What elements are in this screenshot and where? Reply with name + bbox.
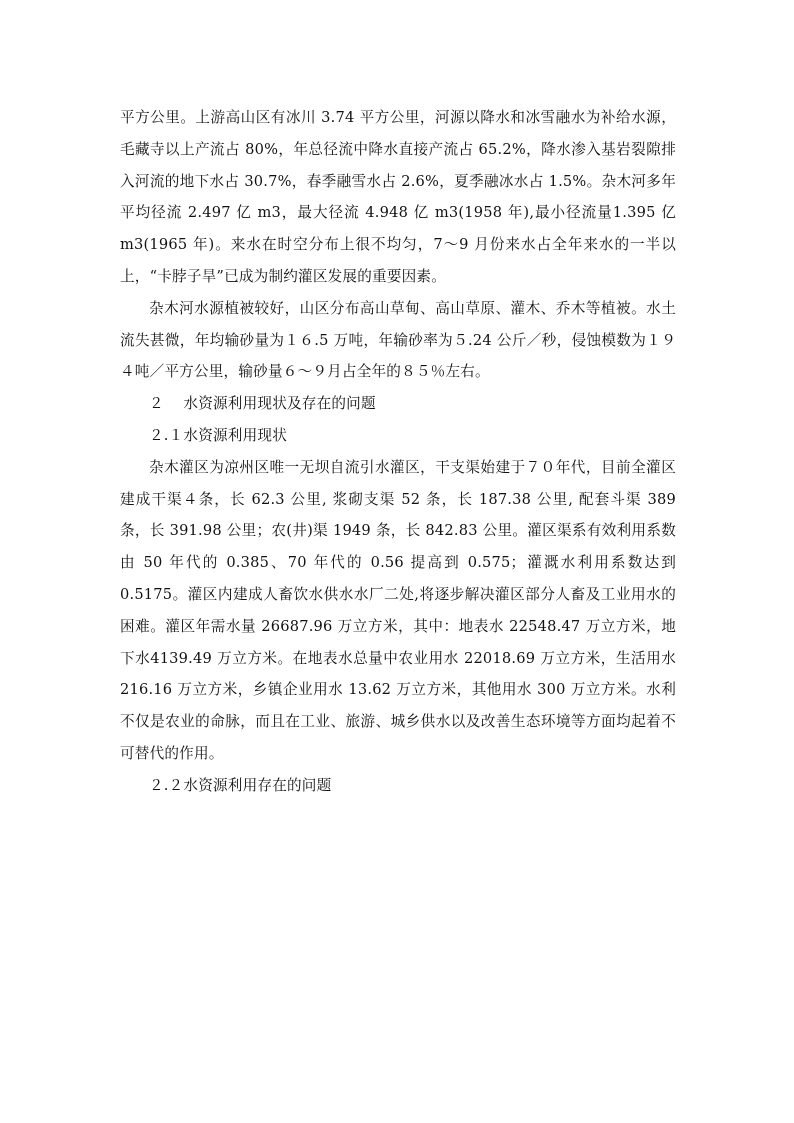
section-heading-2: ２ 水资源利用现状及存在的问题 <box>149 395 376 413</box>
paragraph-vegetation: 杂木河水源植被较好，山区分布高山草甸、高山草原、灌木、乔木等植被。水土流失甚微，年均输砂量为１６.5 万吨，年输砂率为５.24 公斤／秒，侵蚀模数为１９４吨／平方公里，输砂量６～９月占全年的８５％左右。 <box>120 299 676 381</box>
paragraph-irrigation-status: 杂木灌区为凉州区唯一无坝自流引水灌区，干支渠始建于７０年代，目前全灌区建成干渠４条，长 62.3 公里, 浆砌支渠 52 条，长 187.38 公里, 配套斗渠 389条，长 391.98 公里；农(井)渠 1949 条，长 842.83 公里。灌区渠系有效利用系数由 50 年代的 0.385、70 年代的 0.56 提高到 0.575；灌溉水利用系数达到 0.5175。灌区内建成人畜饮水供水水厂二处,将逐步解决灌区部分人畜及工业用水的困难。灌区年需水量 26687.96 万立方米，其中：地表水 22548.47 万立方米，地下水4139.49 万立方米。在地表水总量中农业用水 22018.69 万立方米，生活用水216.16 万立方米，乡镇企业用水 13.62 万立方米，其他用水 300 万立方米。水利不仅是农业的命脉，而且在工业、旅游、城乡供水以及改善生态环境等方面均起着不可替代的作用。 <box>120 458 676 762</box>
section-heading-2-1: ２.１水资源利用现状 <box>149 426 287 444</box>
section-heading-2-2: ２.２水资源利用存在的问题 <box>149 776 332 794</box>
paragraph-water-source: 平方公里。上游高山区有冰川 3.74 平方公里，河源以降水和冰雪融水为补给水源，毛藏寺以上产流占 80%，年总径流中降水直接产流占 65.2%，降水渗入基岩裂隙排入河流的地下水占 30.7%，春季融雪水占 2.6%，夏季融冰水占 1.5%。杂木河多年平均径流 2.497 亿 m3，最大径流 4.948 亿 m3(1958 年),最小径流量1.395 亿 m3(1965 年)。来水在时空分布上很不均匀，7～9 月份来水占全年来水的一半以上，“卡脖子旱”已成为制约灌区发展的重要因素。 <box>120 109 676 285</box>
document-body <box>120 102 676 802</box>
